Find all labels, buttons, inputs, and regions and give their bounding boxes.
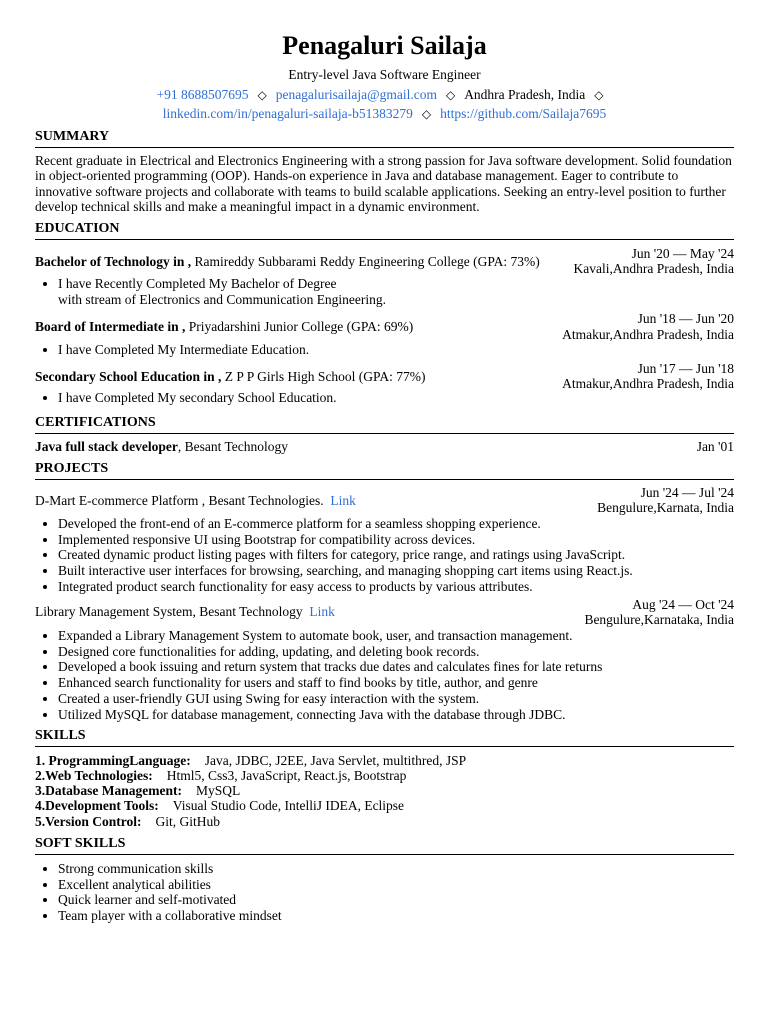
soft-skills-heading: SOFT SKILLS [35, 835, 734, 855]
project-link[interactable]: Link [309, 604, 335, 619]
list-item: • Developed the front-end of an E-commerce platform for a seamless shopping experience. [58, 516, 734, 532]
contact-line-1 [35, 86, 734, 104]
education-dates: Jun '18 — Jun '20 [637, 311, 734, 326]
project-place: Bengulure,Karnataka, India [584, 612, 734, 627]
education-bullets [35, 390, 734, 406]
project-name: Library Management System, Besant Technology [35, 604, 303, 619]
email-link[interactable]: penagalurisailaja@gmail.com [275, 87, 437, 102]
certification-org: , Besant Technology [177, 439, 289, 454]
diamond-separator-icon: ◇ [594, 88, 604, 102]
project-dates: Jun '24 — Jul '24 [640, 485, 734, 500]
education-dates: Jun '20 — May '24 [631, 246, 734, 261]
diamond-separator-icon: ◇ [445, 88, 456, 102]
skill-row: 3.Database Management: MySQL [35, 783, 241, 798]
list-item: • Utilized MySQL for database management, connecting Java with the database through JDBC. [58, 707, 734, 723]
contact-line-2 [35, 105, 734, 123]
education-degree: Board of Intermediate in , [35, 319, 186, 334]
education-place: Kavali,Andhra Pradesh, India [573, 261, 734, 276]
summary-text: Recent graduate in Electrical and Electronics Engineering with a strong passion for Java software development. Solid foundation in object-oriented programming (OOP). Hands-on experience in Java and database management. Eager to contribute to innovative software projects and collaborate with teams to build scalable applications. Seeking an entry-level position to further develop technical skills and make a meaningful impact in a dynamic environment. [35, 153, 732, 215]
github-link[interactable]: https://github.com/Sailaja7695 [440, 106, 607, 121]
list-item: • Created a user-friendly GUI using Swing for easy interaction with the system. [58, 691, 734, 707]
education-place: Atmakur,Andhra Pradesh, India [562, 327, 734, 342]
list-item: • Built interactive user interfaces for browsing, searching, and managing shopping cart items using React.js. [58, 563, 734, 579]
projects-heading: PROJECTS [35, 460, 734, 480]
list-item: • Strong communication skills [58, 861, 734, 877]
list-item: • Excellent analytical abilities [58, 877, 734, 893]
certifications-heading: CERTIFICATIONS [35, 414, 734, 434]
soft-skills-list [35, 861, 734, 924]
list-item: • Enhanced search functionality for users and staff to find books by title, author, and genre [58, 675, 734, 691]
education-place: Atmakur,Andhra Pradesh, India [562, 376, 734, 391]
education-school: Ramireddy Subbarami Reddy Engineering College (GPA: 73%) [191, 254, 540, 269]
list-item: • I have Completed My secondary School Education. [58, 390, 734, 406]
skills-heading: SKILLS [35, 727, 734, 747]
skill-row: 5.Version Control: Git, GitHub [35, 814, 221, 829]
skill-row: 1. ProgrammingLanguage: Java, JDBC, J2EE, Java Servlet, multithred, JSP [35, 753, 467, 768]
education-degree: Secondary School Education in , [35, 369, 222, 384]
list-item: • Designed core functionalities for adding, updating, and deleting book records. [58, 644, 734, 660]
list-item: • I have Completed My Intermediate Education. [58, 342, 734, 358]
project-bullets [35, 628, 734, 722]
diamond-separator-icon: ◇ [257, 88, 267, 102]
education-school: Z P P Girls High School (GPA: 77%) [221, 369, 426, 384]
location-text: Andhra Pradesh, India [464, 87, 586, 102]
skill-row: 2.Web Technologies: Html5, Css3, JavaScript, React.js, Bootstrap [35, 768, 407, 783]
certification-date: Jan '01 [696, 439, 734, 454]
job-title: Entry-level Java Software Engineer [288, 67, 481, 82]
list-item: • Implemented responsive UI using Bootstrap for compatibility across devices. [58, 532, 734, 548]
project-place: Bengulure,Karnata, India [597, 500, 734, 515]
education-degree: Bachelor of Technology in , [35, 254, 192, 269]
project-link[interactable]: Link [330, 493, 356, 508]
education-school: Priyadarshini Junior College (GPA: 69%) [185, 319, 414, 334]
phone-link[interactable]: +91 8688507695 [156, 87, 249, 102]
education-bullets [35, 342, 734, 358]
list-item: • Developed a book issuing and return system that tracks due dates and calculates fines for late returns [58, 659, 734, 675]
project-dates: Aug '24 — Oct '24 [632, 597, 734, 612]
linkedin-link[interactable]: linkedin.com/in/penagaluri-sailaja-b51383279 [162, 106, 413, 121]
project-name: D-Mart E-commerce Platform , Besant Technologies. [35, 493, 324, 508]
project-bullets [35, 516, 734, 595]
diamond-separator-icon: ◇ [421, 107, 432, 121]
list-item: • I have Recently Completed My Bachelor of Degree with stream of Electronics and Communication Engineering. [58, 276, 734, 307]
skill-row: 4.Development Tools: Visual Studio Code, IntelliJ IDEA, Eclipse [35, 798, 405, 813]
candidate-name: Penagaluri Sailaja [282, 31, 487, 60]
list-item: • Expanded a Library Management System to automate book, user, and transaction management. [58, 628, 734, 644]
education-dates: Jun '17 — Jun '18 [637, 361, 734, 376]
list-item: • Integrated product search functionality for easy access to products by various attributes. [58, 579, 734, 595]
summary-heading: SUMMARY [35, 128, 734, 148]
certification-name: Java full stack developer [35, 439, 178, 454]
list-item: • Quick learner and self-motivated [58, 892, 734, 908]
list-item: • Created dynamic product listing pages with filters for category, price range, and ratings using JavaScript. [58, 547, 734, 563]
education-heading: EDUCATION [35, 220, 734, 240]
education-bullets [35, 276, 734, 307]
list-item: • Team player with a collaborative mindset [58, 908, 734, 924]
